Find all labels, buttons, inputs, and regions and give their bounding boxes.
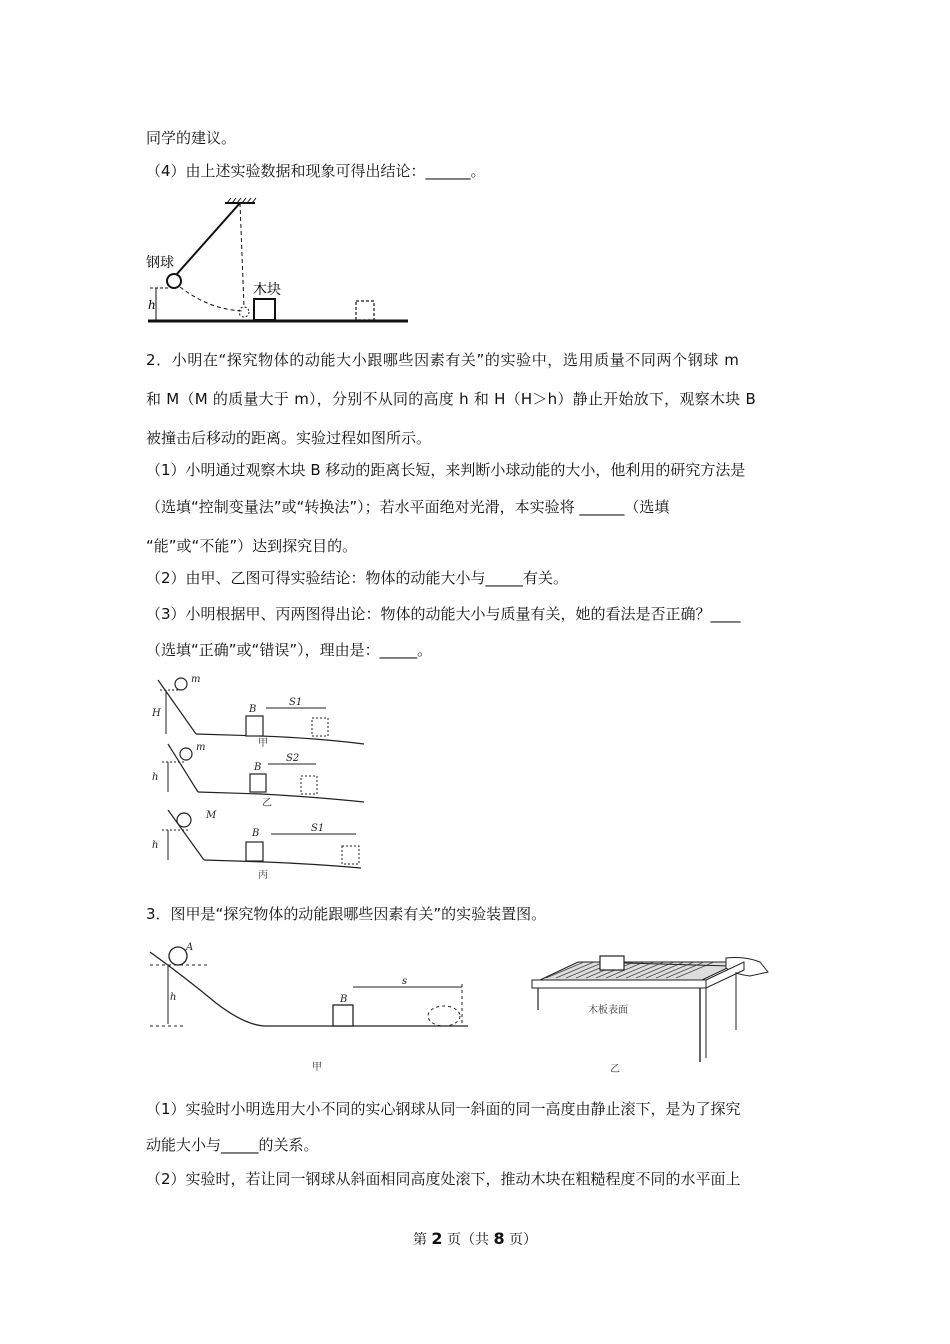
figure-caption: 乙 [610, 1064, 620, 1075]
figure-caption: 甲 [312, 1062, 322, 1073]
wood-block [254, 299, 275, 320]
surface-label: 木板表面 [588, 1005, 628, 1016]
block-label: B [254, 762, 262, 773]
panel-caption: 丙 [258, 870, 268, 881]
q3-part1-b: 动能大小与_____的关系。 [146, 1136, 319, 1154]
ball-label: 钢球 [146, 255, 174, 271]
ball-label: A [186, 942, 194, 953]
steel-ball [167, 274, 181, 288]
q3-line-1: 3．图甲是“探究物体的动能跟哪些因素有关”的实验装置图。 [146, 905, 547, 923]
height-label: H [152, 708, 161, 719]
q2-line-4: （1）小明通过观察木块 B 移动的距离长短，来判断小球动能的大小，他利用的研究方法是 [146, 461, 746, 479]
page-footer [0, 1229, 950, 1249]
current-page-number: 2 [431, 1229, 443, 1248]
q1-tail: 同学的建议。 [146, 129, 237, 147]
block-label: 木块 [253, 282, 281, 298]
panel-caption: 乙 [262, 798, 272, 809]
q1-part4: （4）由上述实验数据和现象可得出结论：______。 [146, 162, 486, 180]
distance-label: S1 [311, 823, 325, 834]
total-page-number: 8 [493, 1229, 505, 1248]
distance-label: S1 [289, 697, 303, 708]
q2-line-9: （选填“正确”或“错误”），理由是：_____。 [146, 641, 433, 659]
panel-bing [152, 810, 361, 881]
slope-figure [146, 672, 376, 882]
q3-part1-a: （1）实验时小明选用大小不同的实心钢球从同一斜面的同一高度由静止滚下，是为了探究 [146, 1100, 741, 1118]
block-label: B [249, 704, 257, 715]
q2-line-5: （选填“控制变量法”或“转换法”）；若水平面绝对光滑，本实验将 ______（选填 [146, 498, 670, 516]
q2-line-8: （3）小明根据甲、丙两图得出论：物体的动能大小与质量有关，她的看法是否正确？____ [146, 605, 741, 623]
mass-label: M [206, 810, 217, 821]
height-label: h [148, 298, 156, 312]
panel-yi [152, 742, 364, 809]
q2-line-3: 被撞击后移动的距离。实验过程如图所示。 [146, 429, 432, 447]
panel-jia [151, 674, 364, 749]
height-label: h [170, 992, 177, 1003]
mass-label: m [191, 674, 201, 685]
pendulum-figure [140, 195, 410, 335]
q2-line-7: （2）由甲、乙图可得实验结论：物体的动能大小与_____有关。 [146, 569, 569, 587]
q2-line-2: 和 M（M 的质量大于 m），分别不从同的高度 h 和 H（H＞h）静止开始放下，观察木块 B [146, 390, 756, 408]
block-label: B [252, 828, 260, 839]
q2-line-1: 2．小明在“探究物体的动能大小跟哪些因素有关”的实验中，选用质量不同两个钢球 m [146, 351, 740, 369]
distance-label: S2 [286, 753, 300, 764]
q3-part2: （2）实验时，若让同一钢球从斜面相同高度处滚下，推动木块在粗糙程度不同的水平面上 [146, 1170, 741, 1188]
mass-label: m [196, 742, 206, 753]
ramp-figure-jia [146, 938, 476, 1078]
board-figure-yi [530, 950, 790, 1100]
block-label: B [340, 994, 348, 1005]
distance-label: s [402, 976, 408, 987]
panel-caption: 甲 [258, 738, 268, 749]
footer-middle: 页（共 [442, 1232, 494, 1248]
footer-prefix: 第 [412, 1232, 432, 1248]
q2-line-6: “能”或“不能”）达到探究目的。 [146, 537, 358, 555]
height-label: h [152, 840, 159, 851]
footer-suffix: 页） [504, 1232, 538, 1248]
height-label: h [152, 772, 159, 783]
